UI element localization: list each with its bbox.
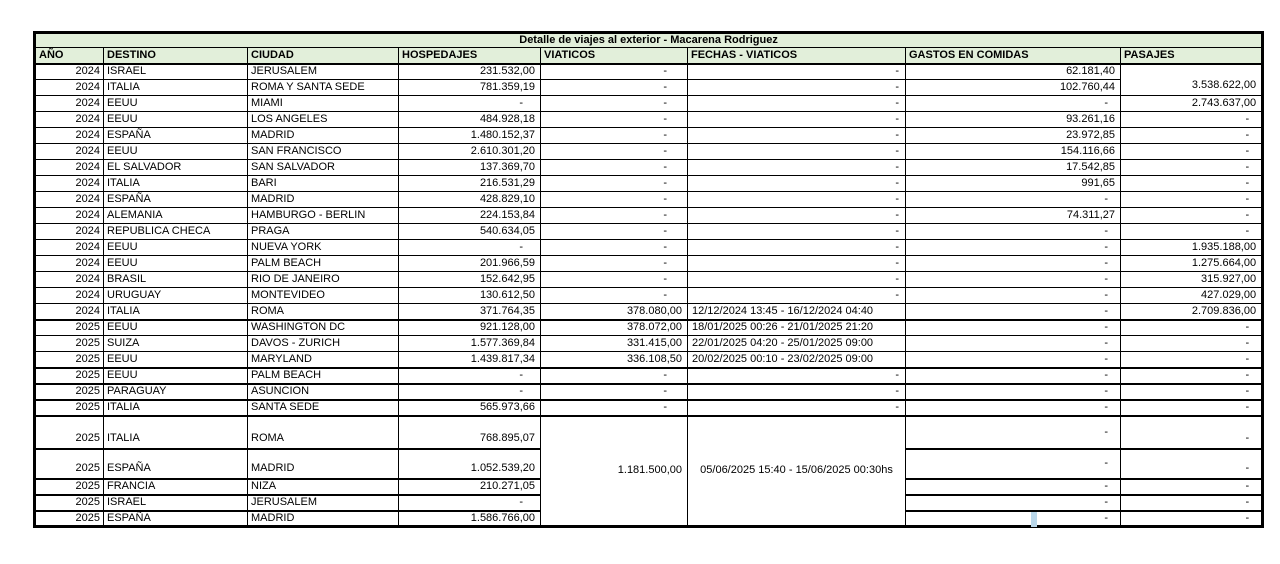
cell-gastos[interactable]: 23.972,85 [906,128,1121,144]
cell-hospedajes[interactable]: 428.829,10 [399,192,541,208]
cell-fechas[interactable]: - [688,400,906,416]
cell-destino[interactable]: PARAGUAY [104,384,248,400]
cell-hospedajes[interactable]: 1.577.369,84 [399,336,541,352]
cell-ano[interactable]: 2025 [35,416,104,449]
cell-viaticos[interactable]: - [541,176,688,192]
cell-pasajes[interactable]: - [1121,144,1263,160]
cell-destino[interactable]: ESPAÑA [104,192,248,208]
cell-destino[interactable]: SUIZA [104,336,248,352]
cell-destino[interactable]: ISRAEL [104,495,248,511]
cell-hospedajes[interactable]: 1.480.152,37 [399,128,541,144]
table-row [35,224,1263,240]
cell-fechas[interactable]: 22/01/2025 04:20 - 25/01/2025 09:00 [688,336,906,352]
cell-destino[interactable]: EEUU [104,368,248,384]
cell-pasajes[interactable]: - [1121,128,1263,144]
cell-ano[interactable]: 2025 [35,495,104,511]
table-row [35,80,1263,96]
cell-gastos[interactable]: - [906,352,1121,368]
cell-ano[interactable]: 2024 [35,256,104,272]
cell-ano[interactable]: 2024 [35,272,104,288]
cell-destino[interactable]: ITALIA [104,400,248,416]
cell-destino[interactable]: FRANCIA [104,479,248,495]
cell-destino[interactable]: ALEMANIA [104,208,248,224]
cell-hospedajes[interactable]: 201.966,59 [399,256,541,272]
cell-viaticos[interactable]: - [541,64,688,80]
cell-fechas[interactable]: - [688,112,906,128]
cell-viaticos[interactable]: - [541,224,688,240]
cell-viaticos[interactable]: - [541,128,688,144]
cell-pasajes[interactable]: - [1121,192,1263,208]
cell-hospedajes[interactable]: 768.895,07 [399,416,541,449]
cell-destino[interactable]: ITALIA [104,416,248,449]
table-row [35,176,1263,192]
cell-hospedajes[interactable]: 130.612,50 [399,288,541,304]
cell-destino[interactable]: URUGUAY [104,288,248,304]
cell-gastos[interactable]: 17.542,85 [906,160,1121,176]
cell-ciudad[interactable]: MADRID [248,192,399,208]
table-title[interactable]: Detalle de viajes al exterior - Macarena Rodriguez [35,33,1263,48]
cell-ano[interactable]: 2025 [35,511,104,527]
cell-viaticos[interactable]: - [541,288,688,304]
col-header-destino[interactable]: DESTINO [104,48,248,64]
cell-hospedajes[interactable]: 565.973,66 [399,400,541,416]
cell-hospedajes[interactable]: 921.128,00 [399,320,541,336]
cell-hospedajes[interactable]: 540.634,05 [399,224,541,240]
cell-ciudad[interactable]: WASHINGTON DC [248,320,399,336]
cell-ciudad[interactable]: ASUNCION [248,384,399,400]
table-row [35,384,1263,400]
cell-gastos[interactable]: 62.181,40 [906,64,1121,80]
cell-gastos[interactable]: - [906,495,1121,511]
cell-fechas[interactable]: - [688,192,906,208]
cell-pasajes[interactable]: - [1121,495,1263,511]
cell-ciudad[interactable]: PRAGA [248,224,399,240]
cell-ciudad[interactable]: MIAMI [248,96,399,112]
cell-viaticos[interactable]: - [541,144,688,160]
cell-destino[interactable]: EEUU [104,240,248,256]
cell-destino[interactable]: ITALIA [104,304,248,320]
title-row [35,33,1263,48]
cell-gastos[interactable]: - [906,400,1121,416]
cell-viaticos[interactable]: 378.080,00 [541,304,688,320]
cell-fechas[interactable]: - [688,288,906,304]
cell-pasajes[interactable]: - [1121,449,1263,479]
cell-ano[interactable]: 2024 [35,128,104,144]
table-row [35,400,1263,416]
cell-ano[interactable]: 2024 [35,304,104,320]
cell-viaticos[interactable]: - [541,384,688,400]
cell-hospedajes[interactable]: - [399,495,541,511]
cell-ano[interactable]: 2024 [35,288,104,304]
cell-hospedajes[interactable]: 781.359,19 [399,80,541,96]
cell-ciudad[interactable]: NIZA [248,479,399,495]
cell-viaticos[interactable]: - [541,160,688,176]
table-row [35,240,1263,256]
cell-hospedajes[interactable]: 371.764,35 [399,304,541,320]
cell-ano[interactable]: 2025 [35,384,104,400]
cell-destino[interactable]: BRASIL [104,272,248,288]
cell-fechas[interactable]: - [688,128,906,144]
cell-ano[interactable]: 2024 [35,192,104,208]
cell-gastos[interactable]: - [906,96,1121,112]
cell-viaticos[interactable]: 331.415,00 [541,336,688,352]
cell-ano[interactable]: 2025 [35,320,104,336]
cell-ciudad[interactable]: ROMA [248,304,399,320]
cell-ano[interactable]: 2025 [35,336,104,352]
cell-fechas[interactable]: - [688,208,906,224]
cell-hospedajes[interactable]: - [399,240,541,256]
cell-gastos[interactable]: - [906,511,1121,527]
cell-viaticos[interactable]: - [541,400,688,416]
cell-pasajes[interactable]: - [1121,320,1263,336]
cell-ciudad[interactable]: HAMBURGO - BERLIN [248,208,399,224]
cell-pasajes[interactable]: - [1121,176,1263,192]
cell-hospedajes[interactable]: 210.271,05 [399,479,541,495]
cell-ano[interactable]: 2024 [35,240,104,256]
cell-ciudad[interactable]: PALM BEACH [248,256,399,272]
cell-viaticos[interactable]: 336.108,50 [541,352,688,368]
table-row [35,112,1263,128]
cell-gastos[interactable]: - [906,288,1121,304]
cell-ano[interactable]: 2024 [35,176,104,192]
cell-fechas[interactable]: - [688,272,906,288]
cell-gastos[interactable]: 93.261,16 [906,112,1121,128]
table-row [35,368,1263,384]
cell-viaticos[interactable]: - [541,368,688,384]
cell-destino[interactable]: EEUU [104,256,248,272]
cell-ciudad[interactable]: SANTA SEDE [248,400,399,416]
cell-pasajes[interactable]: - [1121,352,1263,368]
col-header-gastos-en-comidas[interactable]: GASTOS EN COMIDAS [906,48,1121,64]
cell-ciudad[interactable]: MADRID [248,449,399,479]
cell-fechas[interactable]: - [688,256,906,272]
spreadsheet-sheet [33,31,1264,528]
header-row [35,48,1263,64]
cell-fechas[interactable]: - [688,240,906,256]
cell-destino[interactable]: EEUU [104,144,248,160]
text-cursor [1031,512,1037,527]
cell-viaticos[interactable]: - [541,240,688,256]
table-row [35,192,1263,208]
cell-pasajes[interactable]: - [1121,160,1263,176]
cell-viaticos[interactable]: - [541,112,688,128]
cell-destino[interactable]: ESPAÑA [104,511,248,527]
cell-pasajes[interactable]: 1.275.664,00 [1121,256,1263,272]
cell-hospedajes[interactable]: 1.052.539,20 [399,449,541,479]
cell-destino[interactable]: EEUU [104,112,248,128]
cell-destino[interactable]: ITALIA [104,176,248,192]
cell-ciudad[interactable]: MADRID [248,511,399,527]
cell-fechas[interactable]: 20/02/2025 00:10 - 23/02/2025 09:00 [688,352,906,368]
travel-expenses-table [33,31,1264,528]
cell-fechas[interactable]: - [688,160,906,176]
cell-ano[interactable]: 2024 [35,112,104,128]
cell-fechas[interactable]: - [688,64,906,80]
cell-ano[interactable]: 2024 [35,224,104,240]
table-row [35,96,1263,112]
cell-ciudad[interactable]: SAN FRANCISCO [248,144,399,160]
cell-fechas[interactable]: 12/12/2024 13:45 - 16/12/2024 04:40 [688,304,906,320]
table-row [35,208,1263,224]
cell-destino[interactable]: ISRAEL [104,64,248,80]
cell-ano[interactable]: 2025 [35,479,104,495]
cell-hospedajes[interactable]: - [399,368,541,384]
cell-gastos[interactable]: - [906,320,1121,336]
cell-fechas[interactable]: 18/01/2025 00:26 - 21/01/2025 21:20 [688,320,906,336]
cell-hospedajes[interactable]: 1.586.766,00 [399,511,541,527]
cell-viaticos[interactable]: 1.181.500,00 [541,416,688,527]
cell-gastos[interactable]: - [906,368,1121,384]
cell-hospedajes[interactable]: 2.610.301,20 [399,144,541,160]
cell-ano[interactable]: 2024 [35,160,104,176]
cell-ano[interactable]: 2024 [35,96,104,112]
cell-viaticos[interactable]: - [541,208,688,224]
cell-pasajes[interactable]: 2.709.836,00 [1121,304,1263,320]
cell-hospedajes[interactable]: - [399,384,541,400]
cell-gastos[interactable]: - [906,240,1121,256]
cell-hospedajes[interactable]: 224.153,84 [399,208,541,224]
cell-destino[interactable]: EEUU [104,96,248,112]
cell-viaticos[interactable]: - [541,272,688,288]
cell-gastos[interactable]: - [906,449,1121,479]
cell-gastos[interactable]: - [906,336,1121,352]
cell-gastos[interactable]: - [906,192,1121,208]
cell-destino[interactable]: ESPAÑA [104,128,248,144]
cell-gastos[interactable]: - [906,479,1121,495]
cell-pasajes[interactable]: 2.743.637,00 [1121,96,1263,112]
cell-gastos[interactable]: - [906,272,1121,288]
cell-fechas[interactable]: - [688,96,906,112]
table-row [35,128,1263,144]
cell-fechas[interactable]: - [688,368,906,384]
cell-hospedajes[interactable]: 152.642,95 [399,272,541,288]
cell-viaticos[interactable]: - [541,80,688,96]
cell-ano[interactable]: 2025 [35,352,104,368]
cell-ano[interactable]: 2025 [35,368,104,384]
cell-pasajes[interactable]: - [1121,368,1263,384]
cell-destino[interactable]: ESPAÑA [104,449,248,479]
table-row [35,336,1263,352]
cell-gastos[interactable]: 74.311,27 [906,208,1121,224]
cell-destino[interactable]: EEUU [104,320,248,336]
cell-ano[interactable]: 2024 [35,80,104,96]
cell-hospedajes[interactable]: 216.531,29 [399,176,541,192]
cell-ciudad[interactable]: BARI [248,176,399,192]
table-row [35,256,1263,272]
cell-viaticos[interactable]: - [541,192,688,208]
cell-ano[interactable]: 2024 [35,144,104,160]
cell-gastos[interactable]: - [906,256,1121,272]
cell-ciudad[interactable]: PALM BEACH [248,368,399,384]
table-row [35,352,1263,368]
cell-fechas[interactable]: - [688,80,906,96]
cell-gastos[interactable]: - [906,416,1121,449]
cell-destino[interactable]: EL SALVADOR [104,160,248,176]
table-row [35,144,1263,160]
cell-gastos[interactable]: - [906,224,1121,240]
cell-pasajes[interactable]: - [1121,416,1263,449]
table-row [35,320,1263,336]
col-header-ano[interactable]: AÑO [35,48,104,64]
cell-ciudad[interactable]: ROMA Y SANTA SEDE [248,80,399,96]
cell-fechas[interactable]: - [688,384,906,400]
cell-pasajes[interactable]: - [1121,112,1263,128]
cell-ciudad[interactable]: JERUSALEM [248,495,399,511]
cell-ciudad[interactable]: LOS ANGELES [248,112,399,128]
cell-pasajes[interactable]: - [1121,224,1263,240]
cell-ciudad[interactable]: MADRID [248,128,399,144]
cell-hospedajes[interactable]: 231.532,00 [399,64,541,80]
cell-gastos[interactable]: - [906,384,1121,400]
table-row [35,160,1263,176]
cell-pasajes[interactable]: - [1121,336,1263,352]
cell-destino[interactable]: REPUBLICA CHECA [104,224,248,240]
cell-gastos[interactable]: 154.116,66 [906,144,1121,160]
cell-destino[interactable]: ITALIA [104,80,248,96]
cell-pasajes[interactable]: - [1121,384,1263,400]
table-row [35,272,1263,288]
cell-ciudad[interactable]: ROMA [248,416,399,449]
cell-ano[interactable]: 2024 [35,208,104,224]
cell-ciudad[interactable]: JERUSALEM [248,64,399,80]
cell-ciudad[interactable]: MARYLAND [248,352,399,368]
cell-hospedajes[interactable]: - [399,96,541,112]
col-header-ciudad[interactable]: CIUDAD [248,48,399,64]
cell-gastos[interactable]: - [906,304,1121,320]
cell-ciudad[interactable]: RIO DE JANEIRO [248,272,399,288]
cell-pasajes[interactable]: 1.935.188,00 [1121,240,1263,256]
cell-viaticos[interactable]: - [541,96,688,112]
col-header-viaticos[interactable]: VIATICOS [541,48,688,64]
cell-fechas[interactable]: - [688,224,906,240]
cell-destino[interactable]: EEUU [104,352,248,368]
cell-pasajes[interactable]: - [1121,479,1263,495]
cell-pasajes[interactable]: - [1121,511,1263,527]
table-row [35,288,1263,304]
cell-ciudad[interactable]: DAVOS - ZURICH [248,336,399,352]
cell-fechas[interactable]: - [688,176,906,192]
cell-ciudad[interactable]: SAN SALVADOR [248,160,399,176]
col-header-hospedajes[interactable]: HOSPEDAJES [399,48,541,64]
cell-hospedajes[interactable]: 137.369,70 [399,160,541,176]
table-row [35,416,1263,449]
cell-ano[interactable]: 2025 [35,449,104,479]
cell-ciudad[interactable]: MONTEVIDEO [248,288,399,304]
cell-hospedajes[interactable]: 484.928,18 [399,112,541,128]
cell-pasajes[interactable]: 3.538.622,00 [1121,64,1263,96]
cell-viaticos[interactable]: - [541,256,688,272]
table-row [35,304,1263,320]
cell-fechas[interactable]: 05/06/2025 15:40 - 15/06/2025 00:30hs [688,416,906,527]
cell-pasajes[interactable]: - [1121,400,1263,416]
cell-ano[interactable]: 2025 [35,400,104,416]
cell-gastos[interactable]: 991,65 [906,176,1121,192]
cell-ciudad[interactable]: NUEVA YORK [248,240,399,256]
cell-gastos[interactable]: 102.760,44 [906,80,1121,96]
cell-pasajes[interactable]: 427.029,00 [1121,288,1263,304]
cell-ano[interactable]: 2024 [35,64,104,80]
table-row [35,64,1263,80]
col-header-pasajes[interactable]: PASAJES [1121,48,1263,64]
cell-viaticos[interactable]: 378.072,00 [541,320,688,336]
cell-pasajes[interactable]: - [1121,208,1263,224]
cell-fechas[interactable]: - [688,144,906,160]
col-header-fechas-viaticos[interactable]: FECHAS - VIATICOS [688,48,906,64]
cell-pasajes[interactable]: 315.927,00 [1121,272,1263,288]
cell-hospedajes[interactable]: 1.439.817,34 [399,352,541,368]
